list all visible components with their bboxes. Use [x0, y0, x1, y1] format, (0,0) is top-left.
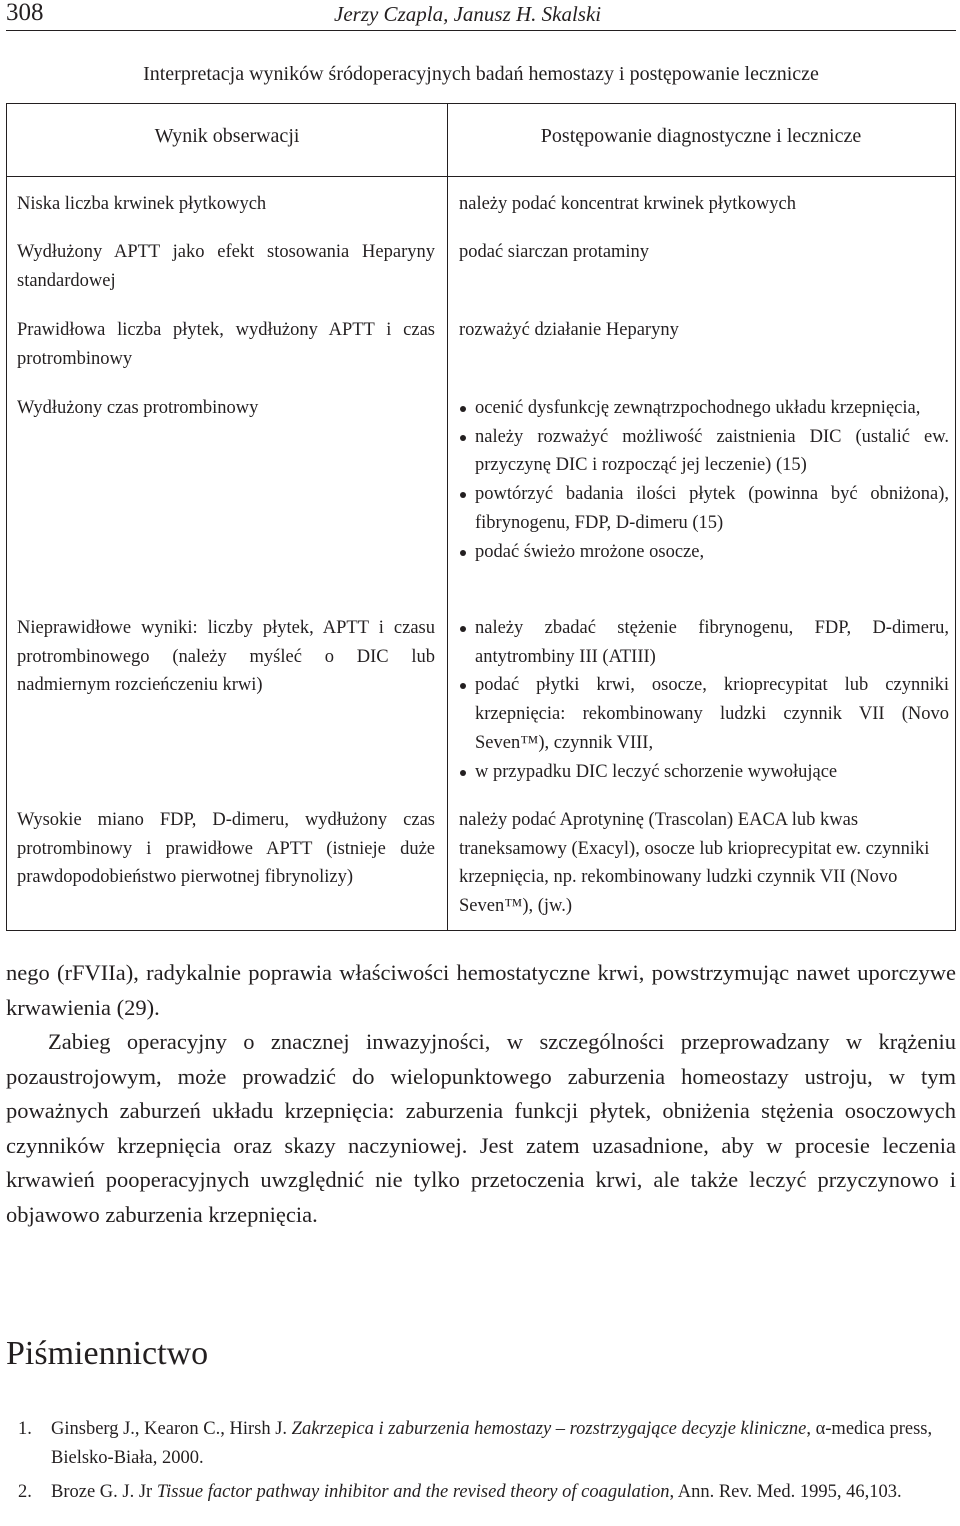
- body-paragraph: Zabieg operacyjny o znacznej inwazyjności, w szczególności przeprowadzany w krążeniu pozaustrojowym, może prowadzić do wielopunktowego zaburzenia homeostazy ustroju, w tym poważnych zaburzeń układu krzepnięcia: zaburzenia funkcji płytek, obniżenia stężenia osoczowych czynników krzepnięcia oraz skazy naczyniowej. Jest zatem uzasadnione, aby w procesie leczenia krwawień pooperacyjnych uwzględnić nie tylko przetoczenia krwi, ale także leczyć przyczynowo i objawowo zaburzenia krzepnięcia.: [6, 1029, 956, 1227]
- references-heading: Piśmiennictwo: [6, 1335, 209, 1372]
- action-bullet: w przypadku DIC leczyć schorzenie wywołujące: [459, 758, 949, 787]
- action-bullet: podać świeżo mrożone osocze,: [459, 538, 949, 567]
- reference-authors: Broze G. J. Jr: [51, 1482, 153, 1502]
- reference-authors: Ginsberg J., Kearon C., Hirsh J.: [51, 1419, 288, 1439]
- action-bullet: podać płytki krwi, osocze, krioprecypitat lub czynniki krzepnięcia: rekombinowany ludzki czynnik VII (Novo Seven™), czynnik VIII,: [459, 671, 949, 757]
- action-bullet: powtórzyć badania ilości płytek (powinna być obniżona), fibrynogenu, FDP, D-dimeru (15): [459, 480, 949, 537]
- header-rule: [7, 176, 955, 177]
- reference-source: , α-medica press, Bielsko-Biała, 2000.: [51, 1419, 933, 1468]
- action-cell: [459, 614, 949, 786]
- reference-title: Zakrzepica i zaburzenia hemostazy – rozstrzygające decyzje kliniczne: [291, 1419, 807, 1439]
- reference-number: 1.: [18, 1419, 32, 1439]
- hemostasis-table: [6, 103, 956, 931]
- action-bullet: ocenić dysfunkcję zewnątrzpochodnego układu krzepnięcia,: [459, 394, 949, 423]
- column-header-observation: Wynik obserwacji: [154, 125, 300, 147]
- observation-cell: Niska liczba krwinek płytkowych: [17, 194, 267, 214]
- observation-cell: Wysokie miano FDP, D-dimeru, wydłużony czas protrombinowy i prawidłowe APTT (istnieje duże prawdopodobieństwo pierwotnej fibrynolizy): [17, 810, 435, 888]
- action-list: [459, 614, 949, 786]
- body-text: [6, 956, 956, 1232]
- observation-cell: Wydłużony APTT jako efekt stosowania Heparyny standardowej: [17, 242, 435, 291]
- observation-cell: Prawidłowa liczba płytek, wydłużony APTT i czas protrombinowy: [17, 320, 435, 369]
- observation-cell: Nieprawidłowe wyniki: liczby płytek, APTT i czasu protrombinowego (należy myśleć o DIC lub nadmiernym rozcieńczeniu krwi): [17, 618, 435, 696]
- reference-item: [18, 1478, 956, 1507]
- running-head: Jerzy Czapla, Janusz H. Skalski: [334, 2, 602, 26]
- action-bullet: należy rozważyć możliwość zaistnienia DIC (ustalić ew. przyczynę DIC i rozpocząć jej leczenie) (15): [459, 423, 949, 480]
- reference-source: , Ann. Rev. Med. 1995, 46,103.: [669, 1482, 902, 1502]
- reference-list: [18, 1415, 956, 1513]
- column-divider: [447, 104, 448, 930]
- reference-title: Tissue factor pathway inhibitor and the revised theory of coagulation: [156, 1482, 670, 1502]
- reference-number: 2.: [18, 1482, 32, 1502]
- column-header-action: Postępowanie diagnostyczne i lecznicze: [540, 125, 862, 147]
- action-cell: [459, 394, 949, 566]
- action-cell: rozważyć działanie Heparyny: [459, 320, 679, 340]
- observation-cell: Wydłużony czas protrombinowy: [17, 398, 259, 418]
- action-bullet: należy zbadać stężenie fibrynogenu, FDP, D-dimeru, antytrombiny III (ATIII): [459, 614, 949, 671]
- action-cell: należy podać Aprotyninę (Trascolan) EACA lub kwas traneksamowy (Exacyl), osocze lub krioprecypitat ew. czynniki krzepnięcia, np. rekombinowany ludzki czynnik VII (Novo Seven™), (jw.): [459, 810, 930, 917]
- body-paragraph: nego (rFVIIa), radykalnie poprawia właściwości hemostatyczne krwi, powstrzymując nawet uporczywe krwawienia (29).: [6, 960, 956, 1020]
- page-number: 308: [6, 0, 44, 26]
- action-list: [459, 394, 949, 566]
- action-cell: należy podać koncentrat krwinek płytkowych: [459, 194, 796, 214]
- reference-item: [18, 1415, 956, 1472]
- action-cell: podać siarczan protaminy: [459, 242, 650, 262]
- table-caption: Interpretacja wyników śródoperacyjnych badań hemostazy i postępowanie lecznicze: [143, 63, 819, 85]
- page-header: [6, 0, 956, 31]
